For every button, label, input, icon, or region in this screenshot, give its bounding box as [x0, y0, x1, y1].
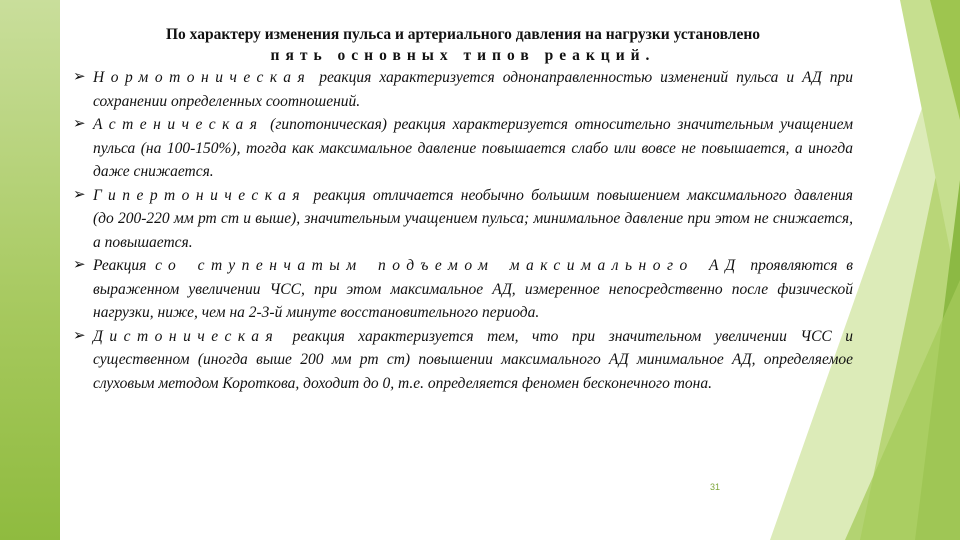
reaction-description: проявляются в выраженном увеличении ЧСС, при этом максимальное АД, измеренное непосредственно после физической нагрузки, ниже, чем на 2-3-й минуте восстановительного периода. — [93, 257, 853, 321]
reaction-term: Дистоническая — [93, 327, 280, 345]
reaction-term: со ступенчатым подъемом максимального АД — [155, 257, 742, 274]
list-item — [73, 66, 853, 113]
list-item — [73, 325, 853, 396]
arrow-bullet-icon: ➢ — [73, 327, 86, 344]
reaction-description: реакция отличается необычно большим повышением максимального давления (до 200-220 мм рт ст и выше), значительным учащением пульса; минимальное давление при этом не снижается, а повышается. — [93, 186, 853, 251]
reaction-term: Гипертоническая — [93, 186, 307, 204]
left-accent-bar — [0, 0, 60, 540]
reaction-term: Нормотоническая — [93, 69, 312, 86]
reaction-description: реакция характеризуется тем, что при значительном увеличении ЧСС и существенном (иногда выше 200 мм рт ст) повышении максимального АД минимальное АД, определяемое слуховым методом Короткова, доходит до 0, т.е. определяется феномен бесконечного тона. — [93, 327, 853, 392]
reaction-term-prefix: Реакция — [93, 257, 156, 274]
heading-line-1: По характеру изменения пульса и артериального давления на нагрузки установлено — [165, 26, 761, 43]
reaction-description: (гипотоническая) реакция характеризуется относительно значительным учащением пульса (на 100-150%), тогда как максимальное давление повышается слабо или вовсе не повышается, а иногда даже снижается. — [93, 116, 853, 180]
list-item — [73, 254, 853, 325]
list-item — [73, 113, 853, 184]
arrow-bullet-icon: ➢ — [73, 116, 86, 132]
slide-content — [73, 24, 853, 395]
reaction-description: реакция характеризуется однонаправленностью изменений пульса и АД при сохранении определенных соотношений. — [93, 69, 853, 110]
slide-heading — [73, 24, 853, 66]
page-number: 31 — [710, 482, 721, 492]
arrow-bullet-icon: ➢ — [73, 69, 86, 85]
reaction-term: Астеническая — [93, 116, 264, 133]
arrow-bullet-icon: ➢ — [73, 257, 86, 273]
heading-line-2: пять основных типов реакций. — [270, 47, 656, 64]
list-item — [73, 184, 853, 255]
arrow-bullet-icon: ➢ — [73, 186, 86, 203]
